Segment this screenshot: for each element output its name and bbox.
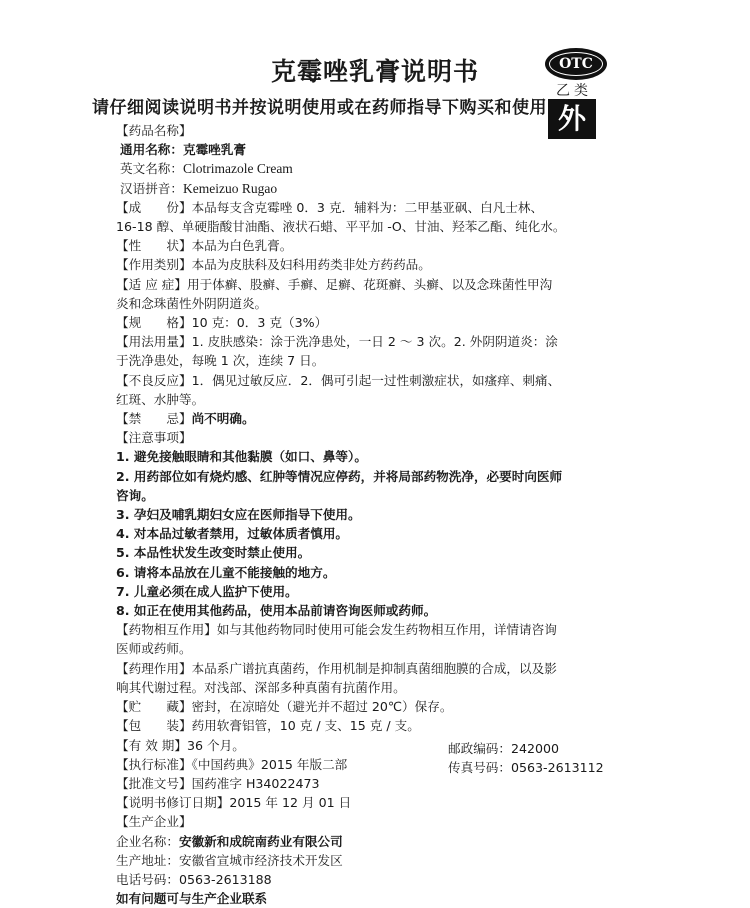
- precaution-item: 1. 避免接触眼睛和其他黏膜（如口、鼻等）。: [116, 449, 367, 465]
- usage-line-2: 于洗净患处，每晚 1 次，连续 7 日。: [116, 353, 325, 369]
- otc-badge-ring: [549, 52, 603, 76]
- precaution-item: 5. 本品性状发生改变时禁止使用。: [116, 545, 311, 561]
- page-title: 克霉唑乳膏说明书: [270, 57, 479, 86]
- storage-line: 【贮 藏】密封，在凉暗处（避光并不超过 20℃）保存。: [116, 699, 453, 715]
- precaution-item: 8. 如正在使用其他药品，使用本品前请咨询医师或药师。: [116, 603, 437, 619]
- manufacturer-fax: 传真号码：0563-2613112: [448, 760, 604, 775]
- otc-label: OTC: [559, 56, 593, 72]
- approval-line: 【批准文号】国药准字 H34022473: [116, 775, 320, 791]
- pinyin-name: 汉语拼音：Kemeizuo Rugao: [120, 180, 278, 196]
- revision-line: 【说明书修订日期】2015 年 12 月 01 日: [116, 795, 352, 811]
- manufacturer-name: 企业名称：安徽新和成皖南药业有限公司: [116, 833, 343, 849]
- interactions-line-2: 医师或药师。: [116, 641, 192, 657]
- precaution-item: 3. 孕妇及哺乳期妇女应在医师指导下使用。: [116, 507, 361, 523]
- precaution-item: 咨询。: [116, 487, 154, 503]
- pharmacology-line-2: 响其代谢过程。对浅部、深部多种真菌有抗菌作用。: [116, 679, 406, 695]
- indications-line-2: 炎和念珠菌性外阴阴道炎。: [116, 295, 268, 311]
- precaution-item: 2. 用药部位如有烧灼感、红肿等情况应停药，并将局部药物洗净，必要时向医师: [116, 468, 563, 484]
- english-name: 英文名称：Clotrimazole Cream: [120, 161, 293, 177]
- spec-line: 【规 格】10 克：0．3 克（3%）: [116, 315, 328, 331]
- precaution-item: 7. 儿童必须在成人监护下使用。: [116, 583, 298, 599]
- drug-name-heading: 【药品名称】: [116, 123, 192, 138]
- validity-line: 【有 效 期】36 个月。: [116, 737, 245, 753]
- indications-line-1: 【适 应 症】用于体癣、股癣、手癣、足癣、花斑癣、头癣、以及念珠菌性甲沟: [116, 276, 553, 292]
- category-label: 乙类: [556, 83, 592, 99]
- manufacturer-contact: 如有问题可与生产企业联系: [116, 891, 268, 907]
- contraindications-line: 【禁 忌】尚不明确。: [116, 411, 255, 427]
- pharmacology-line-1: 【药理作用】本品系广谱抗真菌药，作用机制是抑制真菌细胞膜的合成，以及影: [116, 660, 557, 676]
- manufacturer-heading: 【生产企业】: [116, 814, 192, 830]
- precaution-item: 6. 请将本品放在儿童不能接触的地方。: [116, 564, 336, 580]
- adverse-line-2: 红斑、水肿等。: [116, 391, 205, 407]
- category-line: 【作用类别】本品为皮肤科及妇科用药类非处方药药品。: [116, 257, 431, 273]
- adverse-line-1: 【不良反应】1．偶见过敏反应．2．偶可引起一过性刺激症状，如瘙痒、刺痛、: [116, 372, 561, 388]
- leaflet-body: [116, 121, 616, 908]
- standard-line: 【执行标准】《中国药典》2015 年版二部: [116, 756, 348, 772]
- external-use-badge: 外: [548, 99, 596, 139]
- package-line: 【包 装】药用软膏铝管，10 克 / 支、15 克 / 支。: [116, 718, 420, 734]
- character-line: 【性 状】本品为白色乳膏。: [116, 238, 293, 254]
- manufacturer-address: 生产地址：安徽省宣城市经济技术开发区: [116, 852, 343, 868]
- generic-name: 通用名称：克霉唑乳膏: [120, 142, 246, 158]
- ingredients-line-2: 16-18 醇、单硬脂酸甘油酯、液状石蜡、平平加 -O、甘油、羟苯乙酯、纯化水。: [116, 219, 566, 235]
- interactions-line-1: 【药物相互作用】如与其他药物同时使用可能会发生药物相互作用，详情请咨询: [116, 622, 557, 638]
- precaution-item: 4. 对本品过敏者禁用，过敏体质者慎用。: [116, 526, 349, 542]
- manufacturer-phone: 电话号码：0563-2613188: [116, 871, 272, 887]
- precautions-heading: 【注意事项】: [116, 430, 192, 446]
- ingredients-line-1: 【成 份】本品每支含克霉唑 0．3 克．辅料为：二甲基亚砜、白凡士林、: [116, 199, 544, 215]
- page-subtitle: 请仔细阅读说明书并按说明使用或在药师指导下购买和使用: [92, 98, 547, 118]
- manufacturer-postcode: 邮政编码：242000: [448, 741, 560, 756]
- usage-line-1: 【用法用量】1. 皮肤感染：涂于洗净患处，一日 2 ～ 3 次。2. 外阴阴道炎：涂: [116, 334, 558, 350]
- otc-badge: [545, 48, 607, 80]
